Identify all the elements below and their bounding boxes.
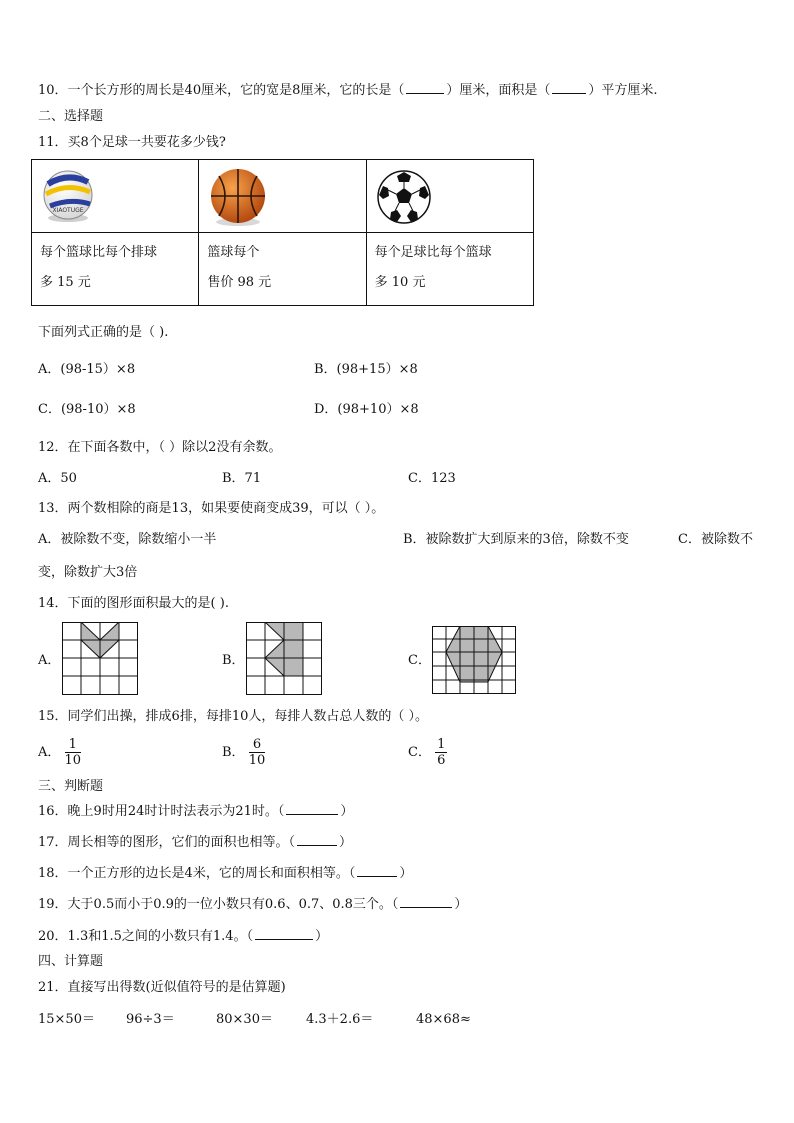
q21-item-1[interactable]: 15×50＝ [38,1012,95,1027]
fraction-a-numerator: 1 [65,737,82,753]
question-21-stem: 21．直接写出得数(近似值符号的是估算题) [38,980,286,995]
q10-answer-blank-2[interactable] [552,81,586,94]
question-13-stem: 13．两个数相除的商是13，如果要使商变成39，可以（ ）。 [38,501,385,516]
q18-close: ） [399,866,413,881]
volleyball-cell [32,160,199,233]
basketball-icon [207,166,269,228]
q10-answer-blank-1[interactable] [406,81,444,94]
q17-text: 17．周长相等的图形，它们的面积也相等。（ [38,835,296,850]
soccer-ball-icon [375,168,433,226]
fraction-c-numerator: 1 [437,737,446,752]
q17-close: ） [339,835,353,850]
fraction-c [435,737,447,768]
q15-option-a[interactable] [38,737,81,769]
q10-text-c: ）平方厘米. [588,83,658,98]
question-19 [38,895,467,915]
q16-text: 16．晚上9时用24时计时法表示为21时。（ [38,804,285,819]
soccer-ball-info-line-1: 每个足球比每个篮球 [374,245,492,260]
q18-answer-blank[interactable] [357,864,397,877]
q14-figure-a[interactable] [62,622,138,695]
q16-answer-blank[interactable] [286,802,338,815]
q12-option-a[interactable]: A．50 [38,471,77,486]
basketball-cell [199,160,366,233]
basketball-info [199,233,366,306]
question-16 [38,802,353,822]
q15-label-b: B． [222,745,245,760]
q11-option-a[interactable]: A．(98-15）×8 [38,362,136,377]
q14-label-c[interactable]: C． [408,653,431,668]
volleyball-info [32,233,199,306]
q10-text-b: ）厘米，面积是（ [446,83,551,98]
question-11-prompt: 下面列式正确的是（ ). [38,325,169,340]
q14-figure-c[interactable] [432,626,516,694]
soccer-ball-cell [366,160,533,233]
q11-option-b[interactable]: B．(98+15）×8 [314,362,418,377]
q14-label-a[interactable]: A． [38,653,61,668]
q12-option-b[interactable]: B．71 [222,471,262,486]
q15-option-c[interactable] [408,737,447,769]
volleyball-info-line-2: 多 15 元 [40,275,91,290]
basketball-info-line-1: 篮球每个 [207,245,260,260]
q16-close: ） [340,804,354,819]
q19-close: ） [454,897,468,912]
section-heading-true-false: 三、判断题 [38,779,104,794]
q19-answer-blank[interactable] [400,895,452,908]
q21-item-5[interactable]: 48×68≈ [416,1012,471,1027]
q15-label-a: A． [38,745,61,760]
q13-option-c-part-1[interactable]: C．被除数不 [678,532,753,547]
q19-text: 19．大于0.5而小于0.9的一位小数只有0.6、0.7、0.8三个。（ [38,897,399,912]
q11-option-c[interactable]: C．(98-10）×8 [38,402,136,417]
q13-option-b[interactable]: B．被除数扩大到原来的3倍，除数不变 [403,532,629,547]
q14-label-b[interactable]: B． [222,653,245,668]
q11-option-d[interactable]: D．(98+10）×8 [314,402,419,417]
fraction-c-denominator: 6 [437,753,446,768]
q17-answer-blank[interactable] [297,833,337,846]
q18-text: 18．一个正方形的边长是4米，它的周长和面积相等。（ [38,866,356,881]
question-20 [38,927,328,947]
fraction-b-numerator: 6 [249,737,266,753]
question-17 [38,833,352,853]
basketball-info-line-2: 售价 98 元 [207,275,272,290]
question-12-stem: 12．在下面各数中，（ ）除以2没有余数。 [38,440,282,455]
volleyball-info-line-1: 每个篮球比每个排球 [40,245,158,260]
fraction-b [249,737,266,768]
q21-item-4[interactable]: 4.3＋2.6＝ [306,1012,374,1027]
question-10 [38,81,658,101]
question-11-stem: 11．买8个足球一共要花多少钱? [38,135,226,150]
q15-option-b[interactable] [222,737,265,769]
q21-item-3[interactable]: 80×30＝ [216,1012,273,1027]
fraction-a [65,737,82,768]
q13-option-c-part-2[interactable]: 变，除数扩大3倍 [38,565,138,580]
question-18 [38,864,412,884]
q21-item-2[interactable]: 96÷3＝ [126,1012,175,1027]
fraction-b-denominator: 10 [248,753,266,768]
q20-close: ） [315,929,329,944]
q12-option-c[interactable]: C．123 [408,471,456,486]
soccer-ball-info [366,233,533,306]
q20-text: 20．1.3和1.5之间的小数只有1.4。（ [38,929,254,944]
volleyball-brand: XIAOTUGE [52,207,84,214]
ball-price-table [31,159,534,306]
volleyball-icon [40,168,96,224]
question-14-stem: 14．下面的图形面积最大的是( ). [38,596,229,611]
section-heading-choice: 二、选择题 [38,109,104,124]
q10-text-a: 10．一个长方形的周长是40厘米，它的宽是8厘米，它的长是（ [38,83,405,98]
section-heading-calculation: 四、计算题 [38,954,104,969]
soccer-ball-info-line-2: 多 10 元 [374,275,426,290]
question-15-stem: 15．同学们出操，排成6排，每排10人，每排人数占总人数的（ ）。 [38,709,428,724]
q20-answer-blank[interactable] [255,927,313,940]
q13-option-a[interactable]: A．被除数不变，除数缩小一半 [38,532,217,547]
fraction-a-denominator: 10 [64,753,82,768]
q14-figure-b[interactable] [246,622,322,695]
q15-label-c: C． [408,745,431,760]
